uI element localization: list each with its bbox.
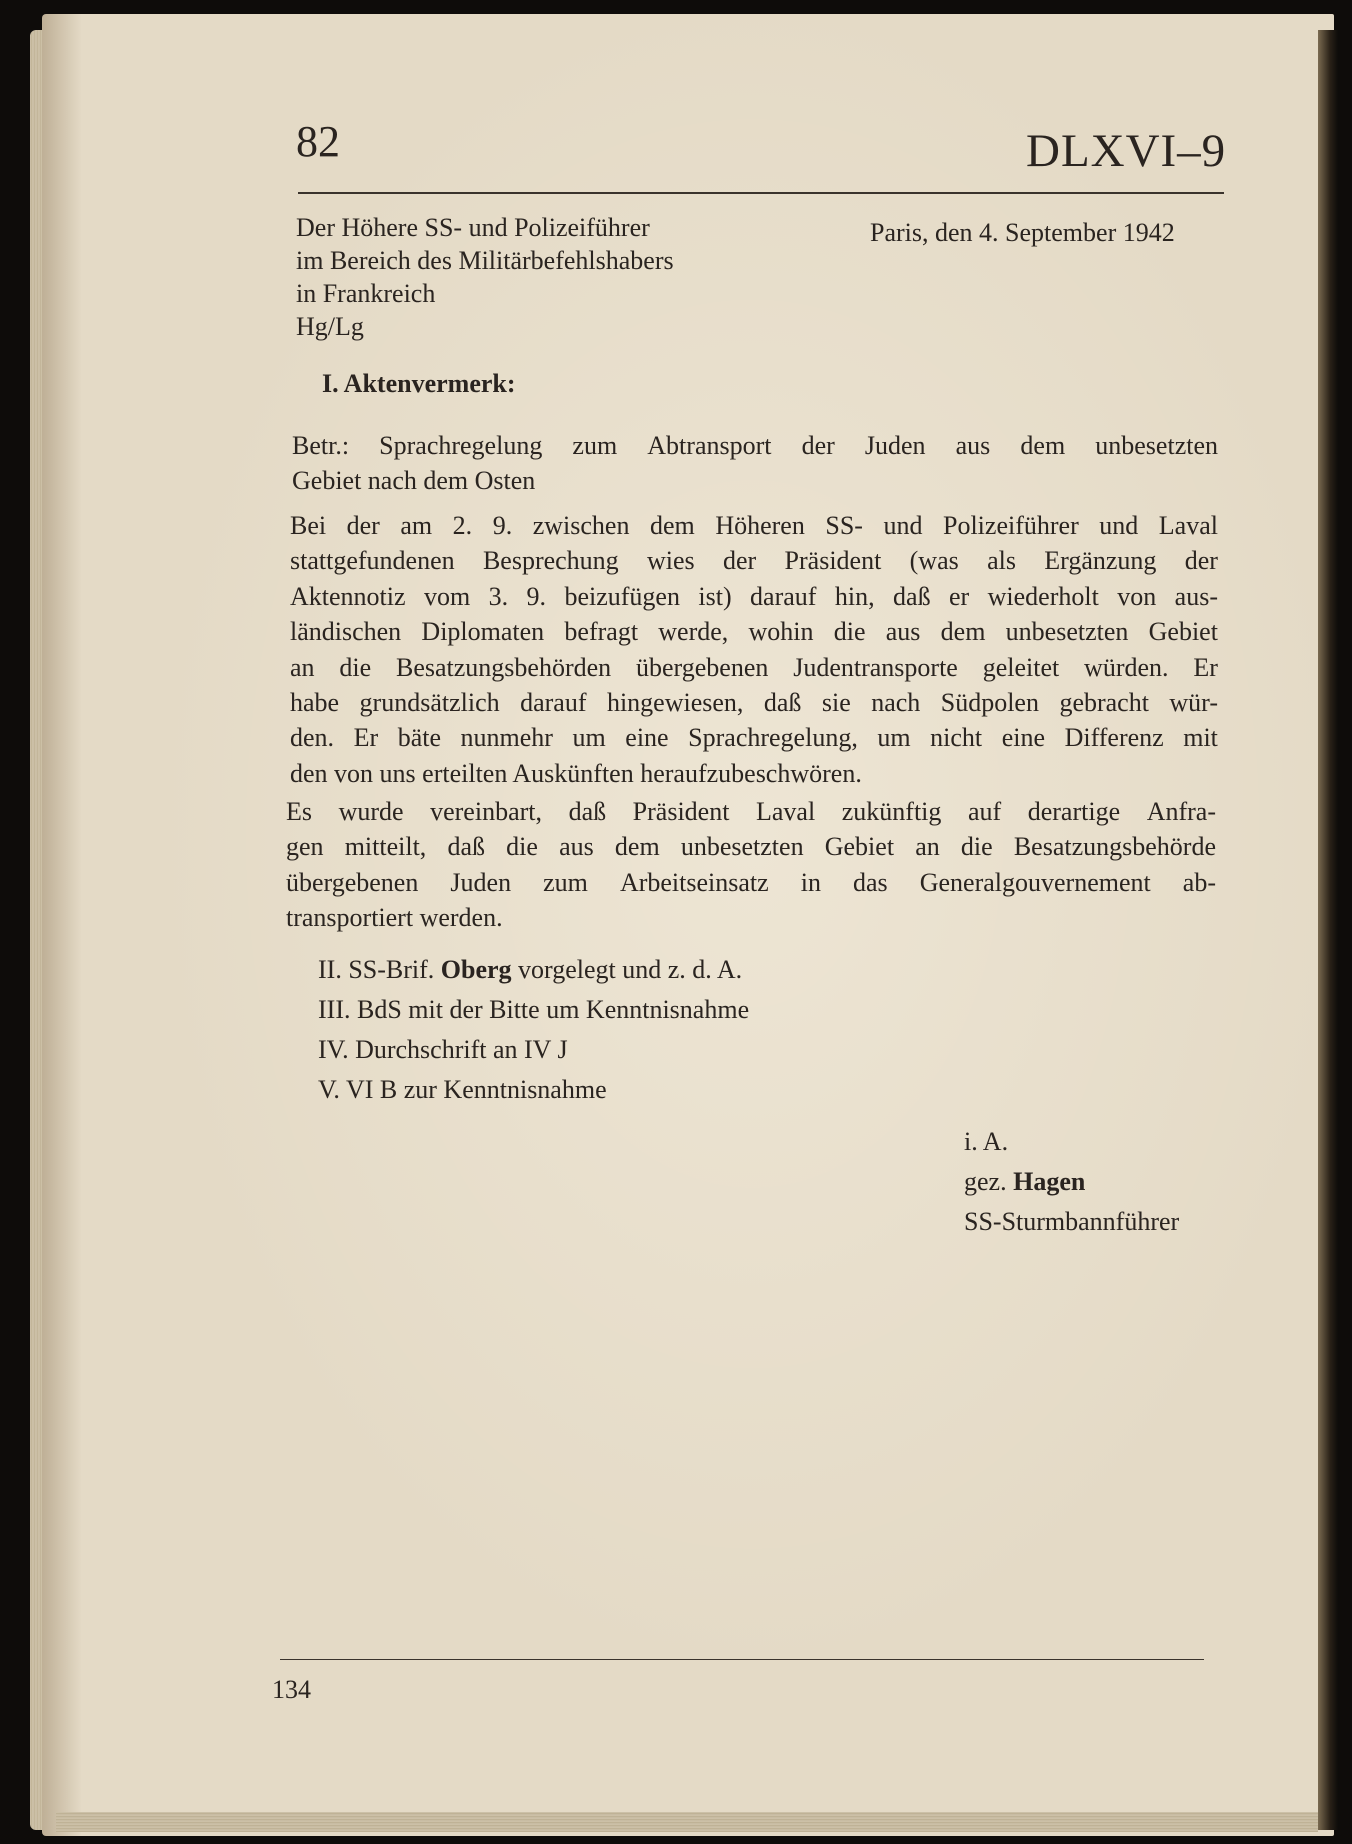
word: und: [1099, 511, 1139, 540]
word: Aktennotiz: [290, 581, 406, 611]
word: aus: [955, 431, 991, 460]
signature-rank: SS-Sturmbannführer: [964, 1207, 1180, 1236]
word: Judentransporte: [793, 652, 958, 682]
memo-heading: I. Aktenvermerk:: [322, 369, 516, 398]
sender-line: in Frankreich: [296, 279, 436, 308]
word: Juden: [864, 431, 926, 460]
word: 2.: [452, 511, 473, 540]
word: Besprechung: [482, 546, 619, 576]
word: von: [1117, 581, 1157, 611]
word: Generalgouvernement: [919, 867, 1151, 897]
word: unbesetzten: [1005, 617, 1129, 647]
word: aus: [559, 832, 594, 862]
body-paragraph-1: [290, 508, 1218, 791]
word: geleitet: [982, 652, 1060, 682]
word: die: [960, 832, 993, 862]
signature-ia: i. A.: [964, 1127, 1009, 1156]
word: dem: [940, 617, 986, 647]
sender-line: Der Höhere SS- und Polizeiführer: [296, 213, 650, 242]
word: ist): [698, 581, 732, 611]
word: Er: [1193, 652, 1218, 682]
word: wohin: [748, 617, 814, 647]
word: Diplomaten: [421, 617, 545, 647]
paragraph-line: [290, 579, 1218, 614]
word: und: [883, 511, 923, 540]
word: Sprachregelung,: [688, 723, 858, 753]
word: Präsident: [784, 546, 882, 576]
word: 9.: [526, 581, 547, 611]
word: aus-: [1174, 581, 1218, 611]
word: dem: [650, 511, 695, 540]
word: Besatzungsbehörden: [396, 652, 612, 682]
word: der: [801, 431, 835, 460]
header-page-number: 82: [296, 117, 340, 166]
distribution-item: V. VI B zur Kenntnisnahme: [318, 1075, 607, 1104]
word: zum: [543, 867, 588, 897]
footer-page-number: 134: [272, 1675, 311, 1704]
word: wies: [647, 546, 695, 576]
page-edge-bottom: [56, 1812, 1318, 1832]
word: Polizeiführer: [943, 511, 1079, 540]
document-id: DLXVI–9: [1026, 125, 1227, 177]
word: Höheren: [715, 511, 805, 540]
word: stattgefundenen: [290, 546, 455, 576]
item-text: vorgelegt und z. d. A.: [518, 955, 743, 984]
paragraph-line: [290, 685, 1218, 720]
word: Bei: [290, 511, 327, 540]
word: eine: [1001, 723, 1046, 753]
paragraph-line: [290, 650, 1218, 685]
body-paragraph-2: [286, 794, 1216, 936]
word: derartige: [1027, 797, 1121, 826]
reference-code: Hg/Lg: [296, 312, 364, 341]
word: daß: [763, 688, 802, 718]
word: Es: [286, 797, 312, 826]
word: die: [339, 652, 372, 682]
word: beizufügen: [564, 581, 680, 611]
signature-gez: gez.: [964, 1167, 1007, 1196]
word: übergebenen: [286, 867, 419, 897]
word: Gebiet: [1148, 617, 1218, 647]
word: eine: [625, 723, 669, 753]
subject-line: [292, 428, 1218, 463]
word: unbesetzten: [680, 832, 804, 862]
word: hingewiesen,: [606, 688, 744, 718]
distribution-list: [318, 950, 749, 1110]
word: Er: [353, 723, 379, 753]
word: Sprachregelung: [379, 431, 543, 460]
word: ab-: [1182, 867, 1216, 897]
word: Betr.:: [292, 431, 350, 460]
word: um: [877, 723, 911, 753]
paragraph-line: [290, 508, 1218, 543]
word: der: [1184, 546, 1218, 576]
word: um: [572, 723, 606, 753]
word: die: [506, 832, 538, 862]
word: grundsätzlich: [359, 688, 500, 718]
word: gebracht: [1059, 688, 1149, 718]
signature-name: Hagen: [1013, 1167, 1086, 1196]
word: Abtransport: [647, 431, 772, 460]
subject-line: Gebiet nach dem Osten: [292, 466, 536, 496]
word: Juden: [450, 867, 512, 897]
word: mitteilt,: [344, 832, 427, 862]
signature-line: [964, 1162, 1179, 1202]
word: unbesetzten: [1095, 431, 1218, 460]
paragraph-line: [286, 829, 1216, 864]
subject-block: [292, 428, 1218, 499]
book-spine-shadow: [1318, 30, 1338, 1830]
word: daß: [568, 797, 607, 826]
word: auf: [967, 797, 1002, 826]
word: die: [833, 617, 866, 647]
word: vereinbart,: [430, 797, 542, 826]
word: nach: [871, 688, 921, 718]
word: am: [400, 511, 433, 540]
word: an: [290, 652, 315, 682]
word: übergebenen: [636, 652, 769, 682]
word: wurde: [338, 797, 404, 826]
word: Besatzungsbehörde: [1013, 832, 1216, 862]
word: nicht: [930, 723, 983, 753]
distribution-item: [318, 950, 749, 990]
paragraph-line: den von uns erteilten Auskünften heraufzubeschwören.: [290, 758, 862, 788]
header-rule: [298, 192, 1224, 194]
word: als: [987, 546, 1016, 576]
sender-block: [296, 211, 674, 343]
paragraph-line: [290, 543, 1218, 578]
word: Arbeitseinsatz: [619, 867, 769, 897]
word: das: [853, 867, 888, 897]
word: zum: [572, 431, 618, 460]
word: sie: [821, 688, 851, 718]
word: 9.: [492, 511, 513, 540]
word: nunmehr: [460, 723, 553, 753]
item-name: Oberg: [440, 955, 512, 984]
word: ländischen: [290, 617, 402, 647]
paragraph-line: [286, 794, 1216, 829]
word: würden.: [1084, 652, 1169, 682]
word: werde,: [658, 617, 729, 647]
word: darauf: [520, 688, 587, 718]
word: zwischen: [532, 511, 630, 540]
word: der: [346, 511, 380, 540]
word: hin,: [834, 581, 875, 611]
word: Ergänzung: [1044, 546, 1157, 576]
word: Laval: [756, 797, 816, 826]
signature-block: [964, 1122, 1179, 1242]
word: an: [915, 832, 940, 862]
word: wiederholt: [987, 581, 1099, 611]
word: darauf: [750, 581, 817, 611]
word: in: [800, 867, 821, 897]
distribution-item: III. BdS mit der Bitte um Kenntnisnahme: [318, 995, 750, 1024]
word: aus: [885, 617, 921, 647]
paragraph-line: transportiert werden.: [286, 903, 503, 933]
word: Differenz: [1064, 723, 1164, 753]
word: Laval: [1158, 511, 1218, 540]
word: mit: [1183, 723, 1218, 753]
word: SS-: [825, 511, 863, 540]
word: wür-: [1169, 688, 1218, 718]
word: habe: [290, 688, 340, 718]
distribution-item: IV. Durchschrift an IV J: [318, 1035, 568, 1064]
word: dem: [614, 832, 660, 862]
word: Südpolen: [940, 688, 1039, 718]
word: zukünftig: [841, 797, 942, 826]
word: gen: [286, 832, 324, 862]
word: daß: [447, 832, 486, 862]
word: Präsident: [632, 797, 730, 826]
footer-rule: [280, 1659, 1204, 1660]
paragraph-line: [290, 614, 1218, 649]
word: 3.: [488, 581, 509, 611]
word: Gebiet: [824, 832, 895, 862]
item-text: II. SS-Brif.: [318, 955, 435, 984]
word: vom: [423, 581, 471, 611]
paragraph-line: [286, 865, 1216, 900]
word: den.: [290, 723, 335, 753]
word: befragt: [564, 617, 639, 647]
paragraph-line: [290, 720, 1218, 755]
word: dem: [1020, 431, 1066, 460]
sender-line: im Bereich des Militärbefehlshabers: [296, 246, 674, 275]
word: Anfra-: [1146, 797, 1216, 826]
dateline: Paris, den 4. September 1942: [870, 218, 1175, 247]
word: (was: [909, 546, 959, 576]
word: er: [949, 581, 970, 611]
word: bäte: [397, 723, 441, 753]
word: der: [723, 546, 757, 576]
word: daß: [893, 581, 931, 611]
